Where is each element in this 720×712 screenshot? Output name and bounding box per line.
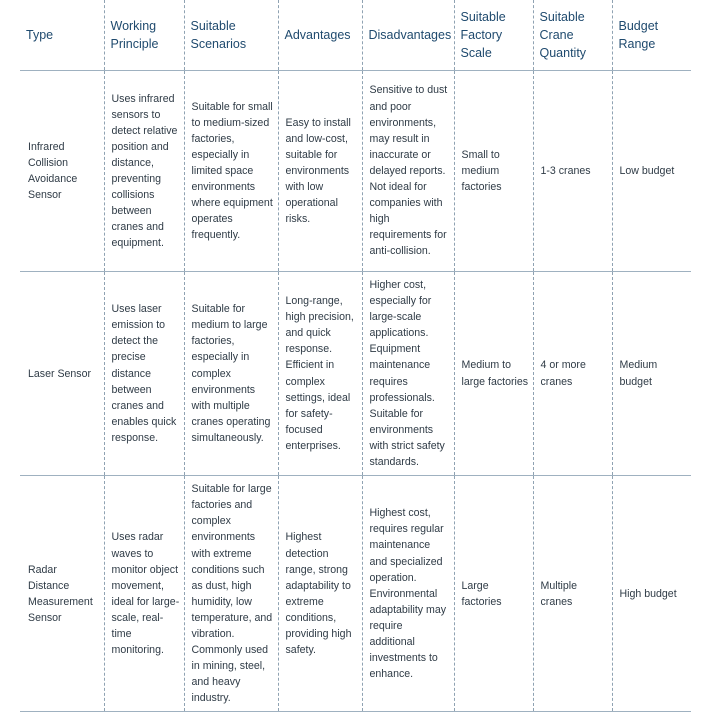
cell-factory-scale: Large factories xyxy=(454,476,533,712)
cell-crane-quantity: 4 or more cranes xyxy=(533,272,612,476)
header-crane-quantity: Suitable Crane Quantity xyxy=(533,0,612,71)
sensor-comparison-table xyxy=(20,0,691,712)
cell-suitable-scenarios: Suitable for small to medium-sized factories, especially in limited space environments where equipment operates frequently. xyxy=(184,71,278,272)
header-budget-range: Budget Range xyxy=(612,0,691,71)
table-row xyxy=(20,272,691,476)
cell-crane-quantity: Multiple cranes xyxy=(533,476,612,712)
cell-type: Radar Distance Measurement Sensor xyxy=(28,563,93,624)
cell-crane-quantity: 1-3 cranes xyxy=(533,71,612,272)
cell-advantages: Highest detection range, strong adaptability to extreme conditions, providing high safety. xyxy=(278,476,362,712)
cell-suitable-scenarios: Suitable for large factories and complex environments with extreme conditions such as dust, high humidity, low temperature, and vibration. Commonly used in mining, steel, and heavy industry. xyxy=(184,476,278,712)
header-row xyxy=(20,0,691,71)
cell-advantages: Long-range, high precision, and quick response. Efficient in complex settings, ideal for safety-focused enterprises. xyxy=(278,272,362,476)
table-row xyxy=(20,71,691,272)
cell-budget-range: High budget xyxy=(612,476,691,712)
header-suitable-scenarios: Suitable Scenarios xyxy=(184,0,278,71)
cell-budget-range: Medium budget xyxy=(612,272,691,476)
cell-disadvantages: Highest cost, requires regular maintenance and specialized operation. Environmental adaptability may require additional investments to enhance. xyxy=(362,476,454,712)
table-row xyxy=(20,476,691,712)
cell-factory-scale: Small to medium factories xyxy=(454,71,533,272)
header-disadvantages: Disadvantages xyxy=(362,0,454,71)
header-working-principle: Working Principle xyxy=(104,0,184,71)
cell-type: Infrared Collision Avoidance Sensor xyxy=(28,140,78,202)
cell-budget-range: Low budget xyxy=(612,71,691,272)
cell-working-principle: Uses infrared sensors to detect relative position and distance, preventing collisions between cranes and equipment. xyxy=(104,71,184,272)
cell-factory-scale: Medium to large factories xyxy=(454,272,533,476)
cell-suitable-scenarios: Suitable for medium to large factories, especially in complex environments with multiple cranes operating simultaneously. xyxy=(184,272,278,476)
cell-disadvantages: Sensitive to dust and poor environments, may result in inaccurate or delayed reports. Not ideal for companies with high requirements for anti-collision. xyxy=(362,71,454,272)
header-type: Type xyxy=(20,0,104,71)
header-advantages: Advantages xyxy=(278,0,362,71)
header-factory-scale: Suitable Factory Scale xyxy=(454,0,533,71)
cell-type: Laser Sensor xyxy=(28,367,92,380)
cell-disadvantages: Higher cost, especially for large-scale applications. Equipment maintenance requires professionals. Suitable for environments with strict safety standards. xyxy=(362,272,454,476)
cell-advantages: Easy to install and low-cost, suitable for environments with low operational risks. xyxy=(278,71,362,272)
cell-working-principle: Uses laser emission to detect the precise distance between cranes and enables quick response. xyxy=(104,272,184,476)
cell-working-principle: Uses radar waves to monitor object movement, ideal for large-scale, real-time monitoring. xyxy=(104,476,184,712)
